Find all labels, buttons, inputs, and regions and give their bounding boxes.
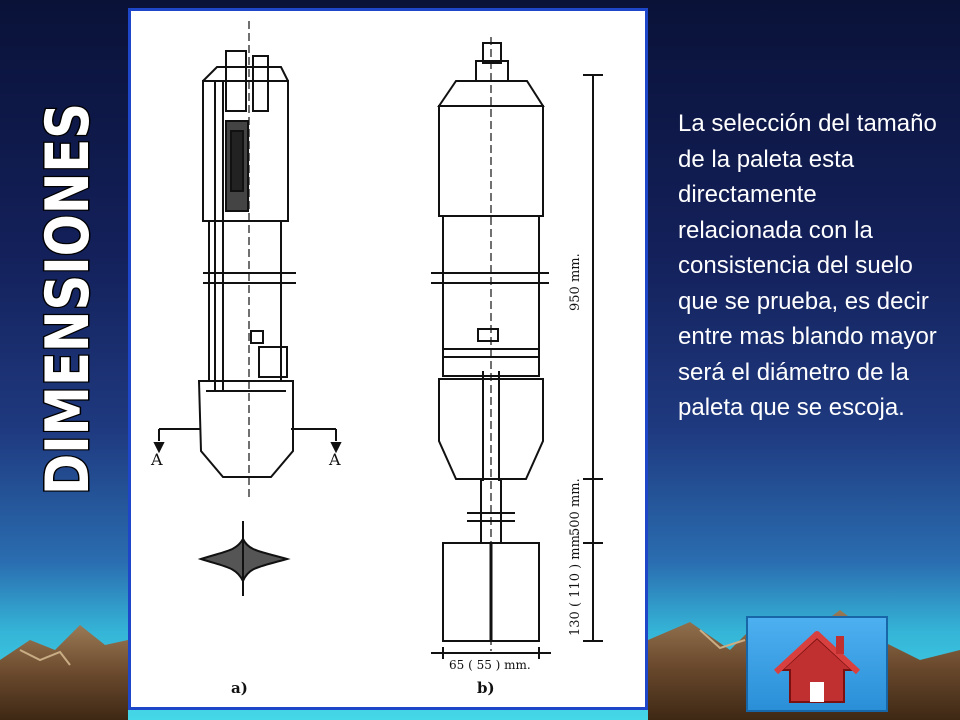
dim-130-label: 130 ( 110 ) mm. <box>568 530 583 636</box>
label-b: b) <box>477 679 495 697</box>
home-icon <box>748 618 886 710</box>
vertical-title <box>33 21 103 500</box>
figure-frame <box>128 8 648 710</box>
dim-500-label: 500 mm. <box>568 478 583 536</box>
body-paragraph: La selección del tamaño de la paleta esta directamente relacionada con la consistencia del suelo que se prueba, es decir entre mas blando mayor será el diámetro de la paleta que se escoja. <box>678 110 937 421</box>
section-label-right: A <box>329 450 341 469</box>
home-button[interactable] <box>746 616 888 712</box>
vane-schematic <box>131 11 645 707</box>
label-a: a) <box>231 679 248 697</box>
title-text: DIMENSIONES <box>33 21 103 495</box>
section-label-left: A <box>151 450 163 469</box>
dim-950-label: 950 mm. <box>568 253 583 311</box>
dim-65-label: 65 ( 55 ) mm. <box>449 658 531 672</box>
